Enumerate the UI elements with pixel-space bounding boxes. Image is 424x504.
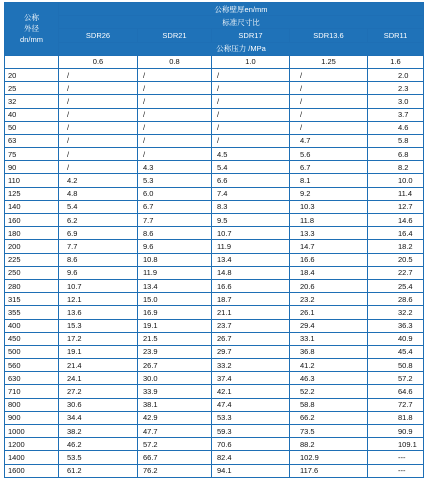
table-row (5, 359, 424, 372)
sdr-column-header: SDR26 (59, 29, 138, 42)
wall-thickness-cell: 90.9 (368, 425, 424, 438)
table-row (5, 398, 424, 411)
table-row (5, 293, 424, 306)
table-row (5, 148, 424, 161)
wall-thickness-cell: 13.4 (212, 253, 290, 266)
wall-thickness-cell: 12.1 (59, 293, 138, 306)
wall-thickness-cell: 50.8 (368, 359, 424, 372)
table-row (5, 372, 424, 385)
wall-thickness-cell: 6.2 (59, 214, 138, 227)
wall-thickness-cell: 40.9 (368, 332, 424, 345)
nominal-diameter-cell: 800 (5, 398, 59, 411)
wall-thickness-cell: 46.2 (59, 438, 138, 451)
wall-thickness-cell: 9.6 (138, 240, 212, 253)
sdr-column-header: SDR21 (138, 29, 212, 42)
wall-thickness-cell: 47.7 (138, 425, 212, 438)
table-row (5, 279, 424, 292)
wall-thickness-cell: 11.9 (212, 240, 290, 253)
wall-thickness-cell: 17.2 (59, 332, 138, 345)
nominal-diameter-cell: 20 (5, 68, 59, 81)
nominal-diameter-cell: 400 (5, 319, 59, 332)
table-row (5, 345, 424, 358)
wall-thickness-cell: 6.7 (290, 161, 368, 174)
nominal-diameter-cell: 63 (5, 134, 59, 147)
pressure-row-blank-cell (5, 55, 59, 68)
pressure-value: 0.6 (59, 55, 138, 68)
nominal-diameter-cell: 140 (5, 200, 59, 213)
wall-thickness-cell: / (212, 121, 290, 134)
wall-thickness-cell: 37.4 (212, 372, 290, 385)
wall-thickness-cell: 28.6 (368, 293, 424, 306)
wall-thickness-cell: 66.2 (290, 411, 368, 424)
wall-thickness-cell: 4.3 (138, 161, 212, 174)
wall-thickness-cell: 10.8 (138, 253, 212, 266)
wall-thickness-cell: 6.9 (59, 227, 138, 240)
table-row (5, 95, 424, 108)
wall-thickness-cell: 9.2 (290, 187, 368, 200)
wall-thickness-cell: 7.7 (59, 240, 138, 253)
wall-thickness-cell: 7.4 (212, 187, 290, 200)
nominal-diameter-cell: 315 (5, 293, 59, 306)
wall-thickness-cell: 10.7 (212, 227, 290, 240)
nominal-diameter-cell: 125 (5, 187, 59, 200)
wall-thickness-cell: 21.1 (212, 306, 290, 319)
wall-thickness-cell: 8.6 (59, 253, 138, 266)
nominal-diameter-cell: 500 (5, 345, 59, 358)
wall-thickness-cell: 21.5 (138, 332, 212, 345)
sdr-column-header: SDR13.6 (290, 29, 368, 42)
wall-thickness-cell: 22.7 (368, 266, 424, 279)
wall-thickness-cell: 82.4 (212, 451, 290, 464)
wall-thickness-cell: 14.6 (368, 214, 424, 227)
wall-thickness-cell: 8.1 (290, 174, 368, 187)
wall-thickness-cell: 21.4 (59, 359, 138, 372)
table-row (5, 108, 424, 121)
wall-thickness-cell: 16.6 (212, 279, 290, 292)
wall-thickness-cell: 19.1 (138, 319, 212, 332)
table-row (5, 306, 424, 319)
table-row (5, 438, 424, 451)
table-row (5, 425, 424, 438)
wall-thickness-cell: 53.3 (212, 411, 290, 424)
table-row (5, 174, 424, 187)
pressure-title: 公称压力 /MPa (59, 42, 424, 55)
nominal-diameter-cell: 180 (5, 227, 59, 240)
nominal-diameter-cell: 32 (5, 95, 59, 108)
wall-thickness-cell: 38.2 (59, 425, 138, 438)
nominal-diameter-cell: 450 (5, 332, 59, 345)
wall-thickness-cell: 61.2 (59, 464, 138, 477)
wall-thickness-cell: 5.4 (212, 161, 290, 174)
wall-thickness-cell: 9.6 (59, 266, 138, 279)
wall-thickness-cell: 4.6 (368, 121, 424, 134)
wall-thickness-cell: 29.4 (290, 319, 368, 332)
wall-thickness-cell: / (59, 108, 138, 121)
nominal-diameter-cell: 1400 (5, 451, 59, 464)
wall-thickness-cell: 88.2 (290, 438, 368, 451)
wall-thickness-cell: 6.6 (212, 174, 290, 187)
wall-thickness-title: 公称壁厚en/mm (59, 3, 424, 16)
spec-table-container (4, 2, 423, 478)
wall-thickness-cell: 10.7 (59, 279, 138, 292)
wall-thickness-cell: 8.6 (138, 227, 212, 240)
wall-thickness-cell: 5.8 (368, 134, 424, 147)
corner-line-2: 外径 (24, 24, 39, 34)
wall-thickness-cell: 18.7 (212, 293, 290, 306)
wall-thickness-cell: 10.0 (368, 174, 424, 187)
wall-thickness-cell: / (138, 68, 212, 81)
wall-thickness-cell: 30.0 (138, 372, 212, 385)
table-row (5, 411, 424, 424)
wall-thickness-cell: 6.7 (138, 200, 212, 213)
wall-thickness-cell: 38.1 (138, 398, 212, 411)
wall-thickness-cell: / (59, 82, 138, 95)
sdr-column-header: SDR17 (212, 29, 290, 42)
wall-thickness-cell: 29.7 (212, 345, 290, 358)
wall-thickness-cell: 20.5 (368, 253, 424, 266)
wall-thickness-cell: 52.2 (290, 385, 368, 398)
table-row (5, 240, 424, 253)
table-row (5, 451, 424, 464)
table-row (5, 134, 424, 147)
wall-thickness-cell: 94.1 (212, 464, 290, 477)
wall-thickness-cell: 26.1 (290, 306, 368, 319)
wall-thickness-cell: / (290, 121, 368, 134)
wall-thickness-cell: / (212, 82, 290, 95)
table-row (5, 227, 424, 240)
wall-thickness-cell: 73.5 (290, 425, 368, 438)
wall-thickness-cell: 26.7 (138, 359, 212, 372)
wall-thickness-cell: / (212, 108, 290, 121)
wall-thickness-cell: 8.3 (212, 200, 290, 213)
wall-thickness-cell: 76.2 (138, 464, 212, 477)
wall-thickness-cell: 33.9 (138, 385, 212, 398)
wall-thickness-cell: 18.2 (368, 240, 424, 253)
table-row (5, 68, 424, 81)
wall-thickness-cell: 46.3 (290, 372, 368, 385)
wall-thickness-cell: 15.0 (138, 293, 212, 306)
wall-thickness-cell: 16.4 (368, 227, 424, 240)
wall-thickness-cell: 45.4 (368, 345, 424, 358)
corner-line-1: 公称 (24, 13, 39, 23)
wall-thickness-cell: / (138, 95, 212, 108)
wall-thickness-cell: / (138, 108, 212, 121)
wall-thickness-cell: 19.1 (59, 345, 138, 358)
wall-thickness-cell: 4.7 (290, 134, 368, 147)
wall-thickness-cell: 9.5 (212, 214, 290, 227)
nominal-diameter-cell: 280 (5, 279, 59, 292)
table-row (5, 161, 424, 174)
table-row (5, 187, 424, 200)
pressure-value: 1.25 (290, 55, 368, 68)
wall-thickness-cell: 81.8 (368, 411, 424, 424)
wall-thickness-cell: / (59, 134, 138, 147)
wall-thickness-cell: 30.6 (59, 398, 138, 411)
table-row (5, 332, 424, 345)
wall-thickness-cell: 16.9 (138, 306, 212, 319)
wall-thickness-cell: 6.8 (368, 148, 424, 161)
table-row (5, 121, 424, 134)
wall-thickness-cell: 24.1 (59, 372, 138, 385)
pressure-value: 0.8 (138, 55, 212, 68)
wall-thickness-cell: 20.6 (290, 279, 368, 292)
wall-thickness-cell: 13.6 (59, 306, 138, 319)
wall-thickness-cell: 64.6 (368, 385, 424, 398)
sdr-column-header: SDR11 (368, 29, 424, 42)
wall-thickness-cell: 11.8 (290, 214, 368, 227)
wall-thickness-cell: 41.2 (290, 359, 368, 372)
wall-thickness-cell: 13.3 (290, 227, 368, 240)
wall-thickness-cell: / (59, 161, 138, 174)
wall-thickness-cell: 15.3 (59, 319, 138, 332)
wall-thickness-cell: 66.7 (138, 451, 212, 464)
wall-thickness-cell: 53.5 (59, 451, 138, 464)
wall-thickness-cell: 23.9 (138, 345, 212, 358)
wall-thickness-cell: 32.2 (368, 306, 424, 319)
table-row (5, 253, 424, 266)
wall-thickness-cell: 58.8 (290, 398, 368, 411)
wall-thickness-cell: / (212, 95, 290, 108)
wall-thickness-cell: 4.5 (212, 148, 290, 161)
wall-thickness-cell: / (212, 68, 290, 81)
wall-thickness-cell: 3.7 (368, 108, 424, 121)
wall-thickness-cell: 5.6 (290, 148, 368, 161)
wall-thickness-cell: --- (368, 451, 424, 464)
wall-thickness-cell: / (290, 108, 368, 121)
wall-thickness-cell: 2.3 (368, 82, 424, 95)
wall-thickness-cell: 33.2 (212, 359, 290, 372)
table-row (5, 214, 424, 227)
wall-thickness-cell: 23.7 (212, 319, 290, 332)
wall-thickness-cell: / (290, 95, 368, 108)
nominal-diameter-cell: 1000 (5, 425, 59, 438)
nominal-diameter-cell: 560 (5, 359, 59, 372)
wall-thickness-cell: / (212, 134, 290, 147)
wall-thickness-cell: 27.2 (59, 385, 138, 398)
wall-thickness-cell: 4.2 (59, 174, 138, 187)
wall-thickness-cell: 117.6 (290, 464, 368, 477)
wall-thickness-cell: / (59, 148, 138, 161)
wall-thickness-cell: 34.4 (59, 411, 138, 424)
standard-ratio-title: 标准尺寸比 (59, 16, 424, 29)
wall-thickness-cell: 25.4 (368, 279, 424, 292)
wall-thickness-cell: / (59, 68, 138, 81)
table-row (5, 266, 424, 279)
wall-thickness-cell: / (59, 95, 138, 108)
pipe-wall-thickness-table (4, 2, 424, 478)
wall-thickness-cell: 18.4 (290, 266, 368, 279)
wall-thickness-cell: 16.6 (290, 253, 368, 266)
table-row (5, 385, 424, 398)
wall-thickness-cell: 2.0 (368, 68, 424, 81)
nominal-diameter-cell: 710 (5, 385, 59, 398)
nominal-diameter-cell: 25 (5, 82, 59, 95)
wall-thickness-cell: 36.3 (368, 319, 424, 332)
wall-thickness-cell: 5.3 (138, 174, 212, 187)
wall-thickness-cell: --- (368, 464, 424, 477)
nominal-diameter-cell: 250 (5, 266, 59, 279)
nominal-diameter-cell: 355 (5, 306, 59, 319)
wall-thickness-cell: / (59, 121, 138, 134)
nominal-diameter-cell: 160 (5, 214, 59, 227)
wall-thickness-cell: 102.9 (290, 451, 368, 464)
wall-thickness-cell: 11.9 (138, 266, 212, 279)
wall-thickness-cell: / (138, 121, 212, 134)
wall-thickness-cell: / (138, 82, 212, 95)
wall-thickness-cell: 4.8 (59, 187, 138, 200)
wall-thickness-cell: 8.2 (368, 161, 424, 174)
nominal-diameter-cell: 1600 (5, 464, 59, 477)
wall-thickness-cell: / (290, 68, 368, 81)
wall-thickness-cell: 42.9 (138, 411, 212, 424)
wall-thickness-cell: 72.7 (368, 398, 424, 411)
nominal-diameter-cell: 630 (5, 372, 59, 385)
wall-thickness-cell: 6.0 (138, 187, 212, 200)
wall-thickness-cell: 42.1 (212, 385, 290, 398)
table-row (5, 464, 424, 477)
wall-thickness-cell: 59.3 (212, 425, 290, 438)
table-row (5, 200, 424, 213)
table-row (5, 319, 424, 332)
nominal-diameter-cell: 90 (5, 161, 59, 174)
wall-thickness-cell: 26.7 (212, 332, 290, 345)
wall-thickness-cell: 57.2 (138, 438, 212, 451)
wall-thickness-cell: 14.7 (290, 240, 368, 253)
nominal-diameter-cell: 225 (5, 253, 59, 266)
wall-thickness-cell: 109.1 (368, 438, 424, 451)
wall-thickness-cell: 57.2 (368, 372, 424, 385)
wall-thickness-cell: 47.4 (212, 398, 290, 411)
wall-thickness-cell: 13.4 (138, 279, 212, 292)
wall-thickness-cell: 23.2 (290, 293, 368, 306)
corner-line-3: dn/mm (20, 35, 43, 45)
wall-thickness-cell: 10.3 (290, 200, 368, 213)
wall-thickness-cell: 3.0 (368, 95, 424, 108)
pressure-value: 1.6 (368, 55, 424, 68)
wall-thickness-cell: 33.1 (290, 332, 368, 345)
nominal-diameter-cell: 75 (5, 148, 59, 161)
nominal-diameter-cell: 40 (5, 108, 59, 121)
pressure-value: 1.0 (212, 55, 290, 68)
wall-thickness-cell: 5.4 (59, 200, 138, 213)
wall-thickness-cell: / (138, 134, 212, 147)
wall-thickness-cell: 7.7 (138, 214, 212, 227)
wall-thickness-cell: 14.8 (212, 266, 290, 279)
nominal-diameter-header (5, 3, 59, 56)
nominal-diameter-cell: 50 (5, 121, 59, 134)
wall-thickness-cell: 36.8 (290, 345, 368, 358)
wall-thickness-cell: / (138, 148, 212, 161)
nominal-diameter-cell: 1200 (5, 438, 59, 451)
wall-thickness-cell: / (290, 82, 368, 95)
wall-thickness-cell: 11.4 (368, 187, 424, 200)
wall-thickness-cell: 70.6 (212, 438, 290, 451)
nominal-diameter-cell: 200 (5, 240, 59, 253)
nominal-diameter-cell: 900 (5, 411, 59, 424)
wall-thickness-cell: 12.7 (368, 200, 424, 213)
nominal-diameter-cell: 110 (5, 174, 59, 187)
table-row (5, 82, 424, 95)
pressure-row (5, 55, 424, 68)
